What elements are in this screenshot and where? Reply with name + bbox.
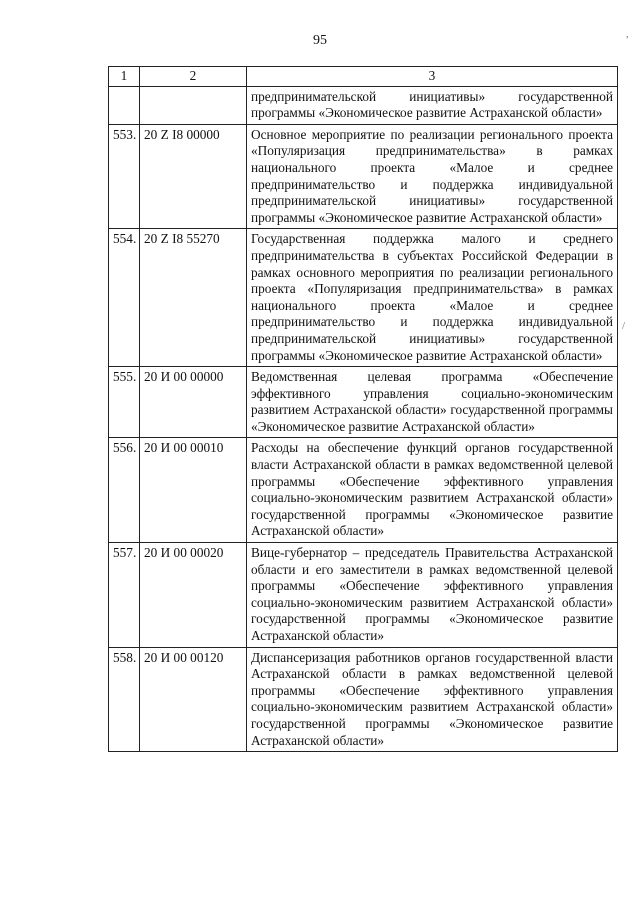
column-header-description: 3 [247,67,618,87]
table-header-row [109,67,618,87]
row-code: 20 Z I8 00000 [140,124,247,229]
row-number [109,86,140,124]
row-number: 553. [109,124,140,229]
row-number: 556. [109,438,140,543]
column-header-number: 1 [109,67,140,87]
row-description: Основное мероприятие по реализации регионального проекта «Популяризация предпринимательства» в рамках национального проекта «Малое и среднее предпринимательство и поддержка индивидуальной предпринимательской инициативы» государственной программы «Экономическое развитие Астраханской области» [247,124,618,229]
table-row [109,86,618,124]
row-description: Государственная поддержка малого и среднего предпринимательства в субъектах Российской Федерации в рамках основного мероприятия по реализации регионального проекта «Популяризация предпринимательства» в рамках национального проекта «Малое и среднее предпринимательство и поддержка индивидуальной предпринимательской инициативы» государственной программы «Экономическое развитие Астраханской области» [247,229,618,367]
row-code: 20 Z I8 55270 [140,229,247,367]
table-row [109,229,618,367]
budget-classification-table [108,66,618,752]
row-description: Диспансеризация работников органов государственной власти Астраханской области в рамках ведомственной целевой программы «Обеспечение эффективного управления социально-экономическим развитием Астраханской области» государственной программы «Экономическое развитие Астраханской области» [247,647,618,752]
table-row [109,438,618,543]
row-number: 557. [109,543,140,648]
row-code: 20 И 00 00010 [140,438,247,543]
column-header-code: 2 [140,67,247,87]
table-row [109,124,618,229]
table-row [109,543,618,648]
row-code: 20 И 00 00020 [140,543,247,648]
row-description: Расходы на обеспечение функций органов государственной власти Астраханской области в рамках ведомственной целевой программы «Обеспечение эффективного управления социально-экономическим развитием Астраханской области» государственной программы «Экономическое развитие Астраханской области» [247,438,618,543]
table-row [109,647,618,752]
row-code [140,86,247,124]
page-number: 95 [313,33,327,48]
scan-mark: , [626,28,629,40]
row-number: 558. [109,647,140,752]
row-number: 554. [109,229,140,367]
table-row [109,367,618,438]
row-number: 555. [109,367,140,438]
row-description: предпринимательской инициативы» государственной программы «Экономическое развитие Астраханской области» [247,86,618,124]
row-description: Вице-губернатор – председатель Правительства Астраханской области и его заместители в рамках ведомственной целевой программы «Обеспечение эффективного управления социально-экономическим развитием Астраханской области» государственной программы «Экономическое развитие Астраханской области» [247,543,618,648]
row-description: Ведомственная целевая программа «Обеспечение эффективного управления социально-экономическим развитием Астраханской области» государственной программы «Экономическое развитие Астраханской области» [247,367,618,438]
row-code: 20 И 00 00120 [140,647,247,752]
row-code: 20 И 00 00000 [140,367,247,438]
scan-mark: / [622,320,626,332]
